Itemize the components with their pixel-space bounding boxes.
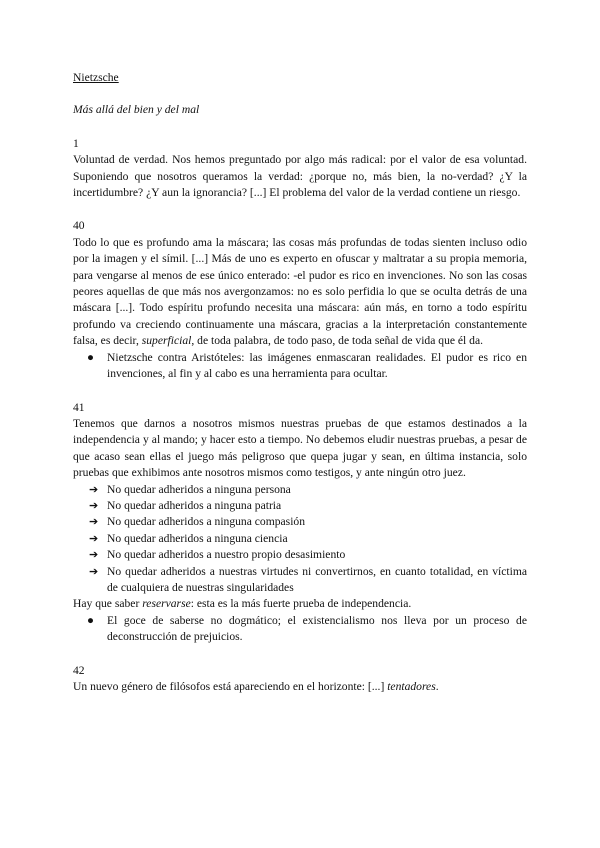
work-title: Más allá del bien y del mal bbox=[73, 103, 200, 117]
bullet-icon: ● bbox=[87, 613, 95, 627]
section-1-paragraph: Voluntad de verdad. Nos hemos preguntado por algo más radical: por el valor de esa voluntad. Suponiendo que nosotros queramos la verdad: ¿porque no, más bien, la no-verdad? ¿Y la incertidumbre? ¿Y aun la ignorancia? [...] El problema del valor de la verdad contiene un riesgo. bbox=[73, 153, 527, 200]
list-item: ➔ No quedar adheridos a nuestro propio desasimiento bbox=[73, 547, 527, 563]
list-item: ➔ No quedar adheridos a nuestras virtudes ni convertirnos, en cuanto totalidad, en víctima de cualquiera de nuestras singularidades bbox=[89, 564, 527, 594]
section-42-paragraph: Un nuevo género de filósofos está apareciendo en el horizonte: [...] tentadores. bbox=[73, 680, 439, 693]
section-41-paragraph: Tenemos que darnos a nosotros mismos nuestras pruebas de que estamos destinados a la independencia y al mando; y hacer esto a tiempo. No debemos eludir nuestras pruebas, a pesar de que acaso sean ellas el juego más peligroso que quepa jugar y sean, en última instancia, solo pruebas que exhibimos ante nosotros mismos como testigos, y ante ningún otro juez. bbox=[73, 416, 527, 480]
section-number-41: 41 bbox=[73, 400, 85, 414]
arrow-icon: ➔ bbox=[89, 499, 99, 512]
section-41-conclusion: Hay que saber reservarse: esta es la más fuerte prueba de independencia. bbox=[73, 597, 412, 611]
arrow-icon: ➔ bbox=[89, 532, 99, 545]
list-item: ➔ No quedar adheridos a ninguna persona bbox=[73, 482, 527, 498]
section-41-arrow-list bbox=[73, 482, 527, 597]
bullet-icon: ● bbox=[87, 350, 95, 364]
list-item: ➔ No quedar adheridos a ninguna ciencia bbox=[73, 531, 527, 547]
list-item: ➔ No quedar adheridos a ninguna patria bbox=[73, 498, 527, 514]
emphasis-superficial: superficial bbox=[141, 334, 192, 348]
section-number-1: 1 bbox=[73, 136, 79, 150]
section-40-bullets bbox=[73, 350, 527, 383]
arrow-icon: ➔ bbox=[89, 516, 99, 529]
section-number-42: 42 bbox=[73, 663, 85, 677]
list-item: ● Nietzsche contra Aristóteles: las imágenes enmascaran realidades. El pudor es rico en invenciones, al fin y al cabo es una herramienta para ocultar. bbox=[87, 350, 527, 381]
author-heading: Nietzsche bbox=[73, 71, 119, 84]
emphasis-tentadores: tentadores bbox=[387, 680, 436, 693]
list-item: ● El goce de saberse no dogmático; el existencialismo nos lleva por un proceso de deconstrucción de prejuicios. bbox=[87, 613, 527, 644]
section-40-paragraph: Todo lo que es profundo ama la máscara; las cosas más profundas de todas sienten incluso odio por la imagen y el símil. [...] Más de uno es experto en ofuscar y maltratar a su propia memoria, para vengarse al menos de ese único enterado: -el pudor es rico en invenciones. No son las cosas peores aquellas de que más nos avergonzamos: no es solo perfidia lo que se oculta detrás de una máscara [...]. Todo espíritu profundo necesita una máscara: aún más, en torno a todo espíritu profundo va creciendo continuamente una máscara, gracias a la interpretación constantemente falsa, es decir, superficial, de toda palabra, de todo paso, de toda señal de vida que él da. bbox=[73, 235, 527, 348]
emphasis-reservarse: reservarse bbox=[142, 597, 191, 611]
section-41-bullets bbox=[73, 613, 527, 646]
document-page bbox=[73, 70, 527, 695]
list-item: ➔ No quedar adheridos a ninguna compasión bbox=[73, 514, 527, 530]
section-number-40: 40 bbox=[73, 219, 85, 233]
arrow-icon: ➔ bbox=[89, 549, 99, 562]
arrow-icon: ➔ bbox=[89, 565, 99, 578]
arrow-icon: ➔ bbox=[89, 483, 99, 496]
